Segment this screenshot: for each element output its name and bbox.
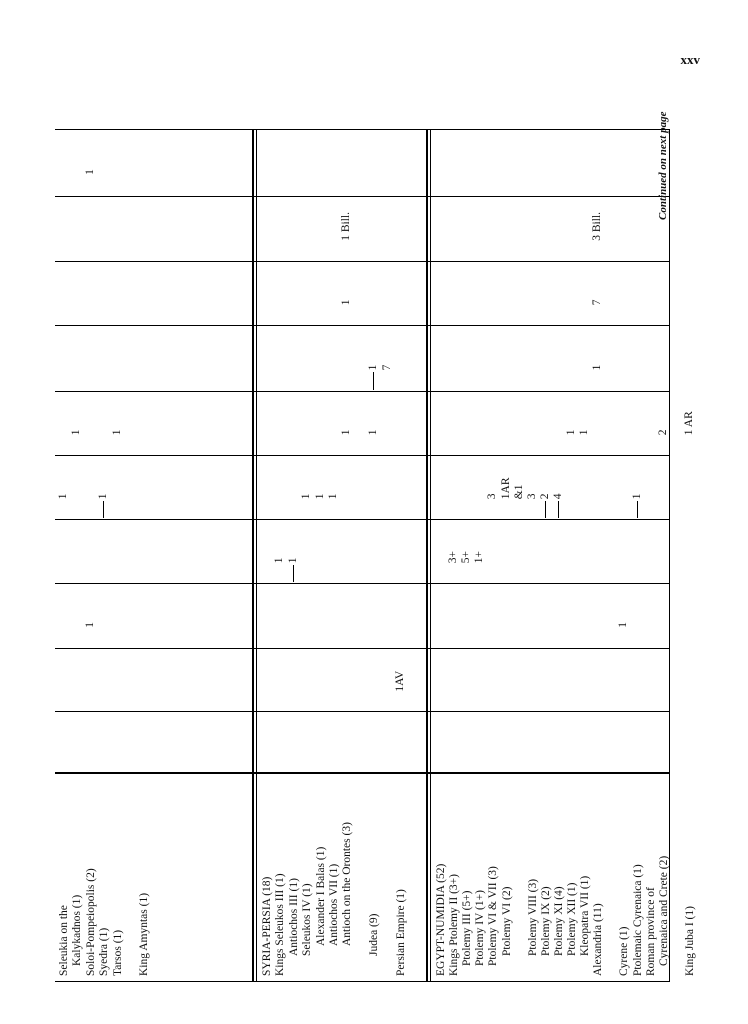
row-label: SYRIA-PERSIA (18) (261, 876, 273, 976)
row-label: Ptolemy VI & VII (3) (487, 866, 500, 966)
table-entry: 1 (70, 429, 83, 436)
column-rule (55, 261, 670, 262)
row-label: Ptolemy IV (1+) (474, 890, 487, 966)
table-entry: 2 (538, 493, 551, 500)
table-entry: 3 (525, 493, 538, 500)
table-entry: 1 (565, 429, 577, 436)
row-label: EGYPT-NUMIDIA (52) (435, 863, 447, 976)
table-entry: 4 (551, 493, 564, 500)
row-label: Ptolemy IX (2) (539, 886, 552, 956)
table-entry: 1 Bill. (340, 211, 353, 241)
continued-note: Continued on next page (657, 111, 669, 220)
connector-rule (373, 372, 374, 390)
table-entry: 7 (380, 364, 393, 371)
table-entry: 1 (578, 429, 591, 436)
table-entry: 1 (327, 493, 339, 500)
connector-rule (545, 501, 546, 518)
table-entry: 1 (617, 622, 630, 628)
row-label: Antiochos III (1) (287, 878, 300, 956)
table-entry: 1 (313, 493, 326, 500)
row-label: Ptolemy III (5+) (461, 890, 474, 966)
table-entry: 1AR (499, 477, 512, 500)
table-entry: 1 (591, 364, 604, 371)
table-entry: 3 (486, 493, 499, 500)
table-entry: &1 (512, 484, 525, 500)
table-entry: 3+ (447, 550, 460, 564)
column-rule (55, 325, 670, 326)
row-label: Cyrene (1) (618, 926, 631, 976)
column-rule (55, 129, 670, 130)
column-rule (55, 648, 670, 649)
page-number: xxv (680, 52, 700, 67)
row-label: Ptolemy XII (1) (566, 882, 578, 956)
table-entry: 1 (110, 429, 123, 436)
column-rule (55, 455, 670, 456)
row-label: Ptolemaic Cyrenaica (1) (631, 864, 644, 976)
connector-rule (558, 501, 559, 518)
row-label: Soloi-Pompeiopolis (2) (84, 868, 97, 976)
row-label: Seleukos IV (1) (301, 883, 314, 956)
section-rule (256, 130, 257, 982)
connector-rule (293, 565, 294, 582)
table-entry: 1 (630, 493, 643, 500)
coin-hoard-table (55, 130, 696, 982)
table-rotation-frame (55, 130, 696, 982)
row-label: Ptolemy XI (4) (552, 886, 565, 956)
row-label: Persian Empire (1) (395, 889, 407, 976)
table-entry: 7 (591, 299, 604, 306)
row-label: Kalykadnos (1) (71, 894, 84, 966)
table-entry: 1 (57, 493, 69, 500)
table-entry: 1AV (394, 670, 406, 692)
table-entry: 1 (97, 493, 110, 500)
row-label: Tarsos (1) (111, 929, 124, 976)
table-entry: 1 (83, 622, 96, 628)
table-entry: 1 AR (682, 411, 695, 436)
section-rule (430, 130, 431, 982)
row-label: Seleukia on the (58, 905, 70, 976)
column-rule (55, 583, 670, 584)
table-entry: 1 (367, 364, 380, 371)
table-entry: 5+ (460, 550, 473, 564)
row-label: Cyrenaica and Crete (2) (657, 855, 670, 966)
column-rule (55, 519, 670, 520)
row-label: Judea (9) (368, 913, 381, 956)
row-label: Roman province of (644, 887, 657, 976)
column-rule (55, 772, 670, 774)
row-label: Antiochos VII (1) (328, 863, 340, 946)
section-rule (669, 130, 670, 982)
row-label: Alexandria (11) (592, 903, 605, 976)
table-entry: 1 (300, 493, 313, 500)
row-label: Kings Ptolemy II (3+) (448, 874, 461, 976)
row-label: Kings Seleukos III (1) (274, 873, 287, 976)
row-label: Kleopatra VII (1) (579, 875, 592, 956)
row-label: Antioch on the Orontes (3) (341, 822, 354, 946)
table-entry: 2 (656, 429, 669, 436)
column-rule (55, 981, 670, 982)
table-entry: 3 Bill. (591, 211, 604, 241)
row-label: Alexander I Balas (1) (314, 846, 327, 946)
column-rule (55, 391, 670, 392)
connector-rule (103, 501, 104, 518)
table-entry: 1+ (473, 550, 486, 564)
table-entry: 1 (340, 429, 353, 436)
column-rule (55, 711, 670, 712)
section-rule (426, 130, 428, 982)
row-label: Ptolemy VIII (3) (526, 878, 539, 956)
section-rule (252, 130, 254, 982)
table-entry: 1 (273, 557, 286, 564)
table-entry: 1 (367, 429, 380, 436)
column-rule (55, 196, 670, 197)
row-label: King Amyntas (1) (138, 892, 151, 976)
row-label: King Juba I (1) (683, 906, 696, 976)
connector-rule (637, 501, 638, 518)
table-entry: 1 (340, 299, 353, 306)
row-label: Ptolemy VI (2) (500, 886, 513, 956)
table-entry: 1 (83, 169, 96, 175)
table-entry: 1 (286, 557, 299, 564)
row-label: Syedra (1) (98, 927, 111, 976)
